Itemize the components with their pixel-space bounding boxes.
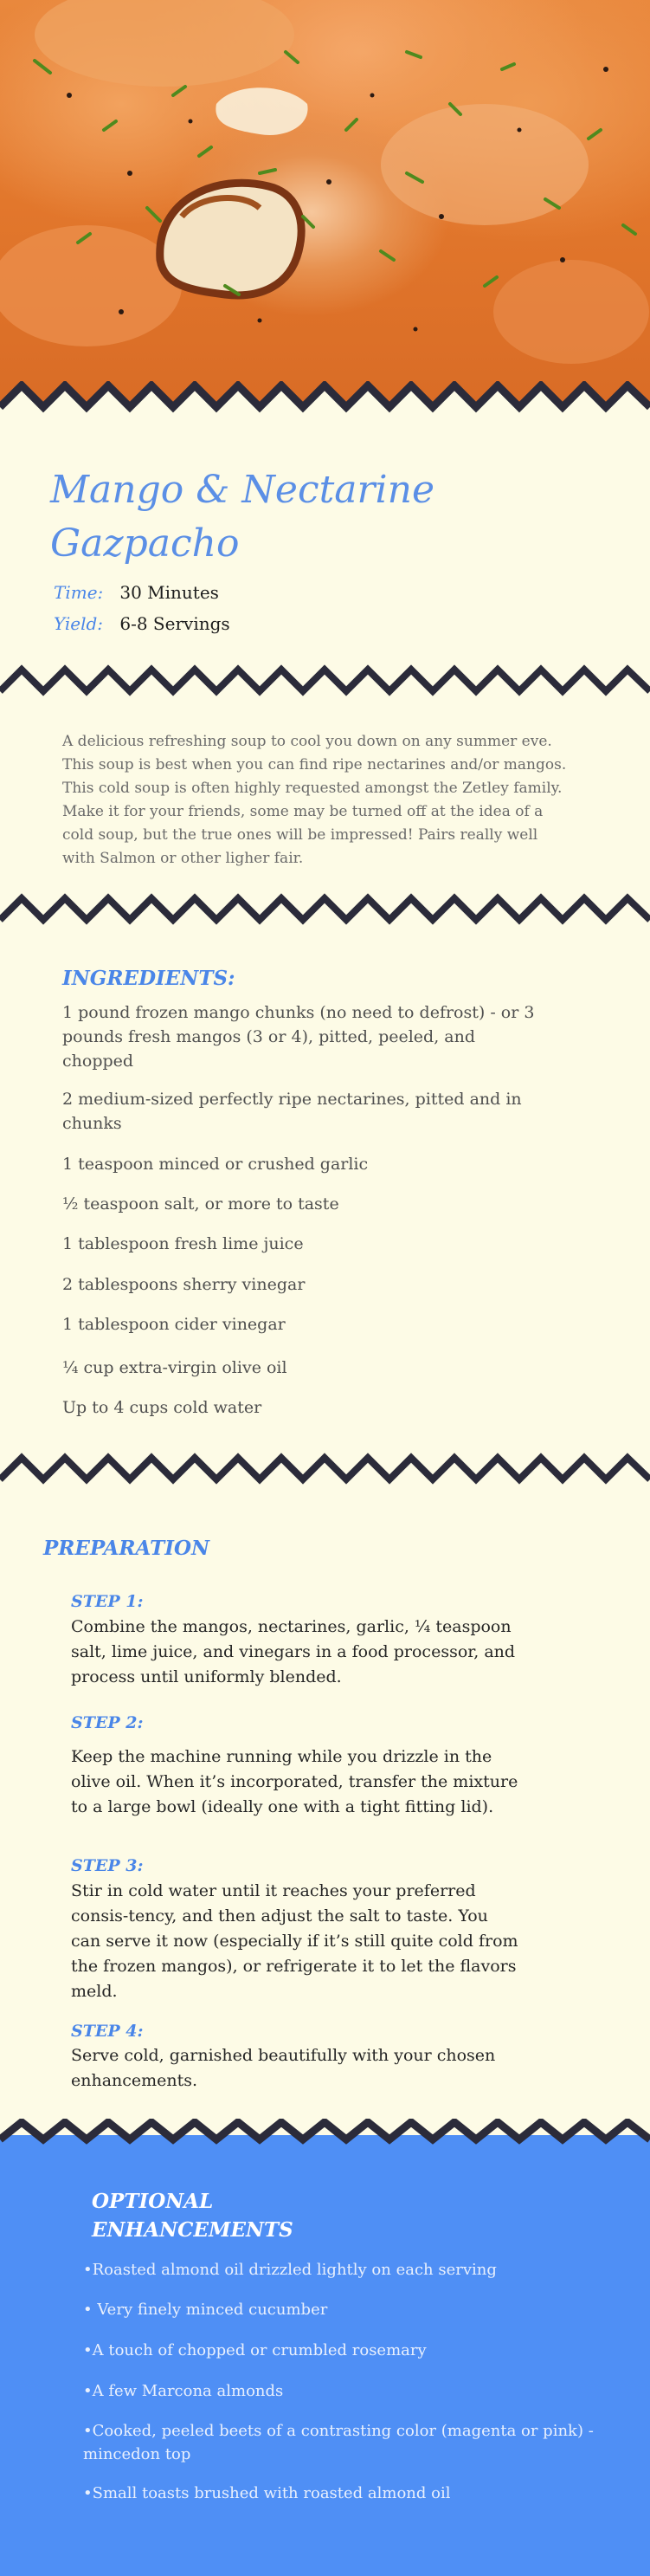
enhancement-item: •Small toasts brushed with roasted almond oil xyxy=(83,2484,451,2502)
enhancement-item: •A few Marcona almonds xyxy=(83,2382,284,2400)
yield-value: 6-8 Servings xyxy=(119,613,230,634)
step-4-label: STEP 4: xyxy=(71,2022,144,2041)
enhancement-item: •Roasted almond oil drizzled lightly on each serving xyxy=(83,2261,497,2279)
enhancements-heading: OPTIONAL ENHANCEMENTS xyxy=(92,2190,293,2242)
ingredient-item: 1 tablespoon cider vinegar xyxy=(62,1315,286,1334)
ingredient-item: ¼ cup extra-virgin olive oil xyxy=(62,1358,287,1377)
step-3-label: STEP 3: xyxy=(71,1856,144,1875)
ingredient-item: 1 tablespoon fresh lime juice xyxy=(62,1234,304,1253)
step-4-text: Serve cold, garnished beautifully with your chosen enhancements. xyxy=(71,2046,496,2090)
time-label: Time: xyxy=(54,582,104,603)
ingredient-item: ½ teaspoon salt, or more to taste xyxy=(62,1194,339,1214)
hero-soup-photo xyxy=(0,0,650,407)
yield-label: Yield: xyxy=(54,613,104,634)
yield-row xyxy=(54,613,230,634)
time-value: 30 Minutes xyxy=(119,582,219,603)
zigzag-divider xyxy=(0,657,650,709)
soup-illustration xyxy=(0,0,650,407)
ingredient-item: 1 pound frozen mango chunks (no need to defrost) - or 3 pounds fresh mangos (3 or 4), pitted, peeled, and chopped xyxy=(62,1003,535,1071)
time-row xyxy=(54,582,219,603)
ingredient-item: 2 medium-sized perfectly ripe nectarines, pitted and in chunks xyxy=(62,1090,522,1133)
zigzag-divider xyxy=(0,381,650,433)
ingredients-heading: INGREDIENTS: xyxy=(62,967,235,990)
step-3-text: Stir in cold water until it reaches your preferred consis-tency, and then adjust the salt to taste. You can serve it now (especially if it’s still quite cold from the frozen mangos), or refrigerate it to let the flavors meld. xyxy=(71,1881,518,2001)
zigzag-divider xyxy=(0,885,650,937)
enhancement-item: • Very finely minced cucumber xyxy=(83,2301,328,2319)
enhancement-item: •A touch of chopped or crumbled rosemary xyxy=(83,2341,427,2359)
ingredient-item: Up to 4 cups cold water xyxy=(62,1398,262,1417)
ingredient-item: 1 teaspoon minced or crushed garlic xyxy=(62,1155,369,1174)
enhancement-item: •Cooked, peeled beets of a contrasting color (magenta or pink) - mincedon top xyxy=(83,2422,594,2463)
step-2-text: Keep the machine running while you drizzle in the olive oil. When it’s incorporated, transfer the mixture to a large bowl (ideally one with a tight fitting lid). xyxy=(71,1747,518,1816)
step-2-label: STEP 2: xyxy=(71,1713,144,1732)
zigzag-divider xyxy=(0,2119,650,2171)
step-1-label: STEP 1: xyxy=(71,1592,144,1611)
recipe-intro: A delicious refreshing soup to cool you down on any summer eve. This soup is best when you can find ripe nectarines and/or mangos. This cold soup is often highly requested amongst the Zetley family. Make it for your friends, some may be turned off at the idea of a cold soup, but the true ones will be impressed! Pairs really well with Salmon or other ligher fair. xyxy=(62,733,567,867)
preparation-heading: PREPARATION xyxy=(43,1537,210,1560)
zigzag-divider xyxy=(0,1445,650,1497)
step-1-text: Combine the mangos, nectarines, garlic, ¼ teaspoon salt, lime juice, and vinegars in a food processor, and process until uniformly blended. xyxy=(71,1617,516,1686)
recipe-title: Mango & Nectarine Gazpacho xyxy=(50,468,434,566)
ingredient-item: 2 tablespoons sherry vinegar xyxy=(62,1275,306,1294)
